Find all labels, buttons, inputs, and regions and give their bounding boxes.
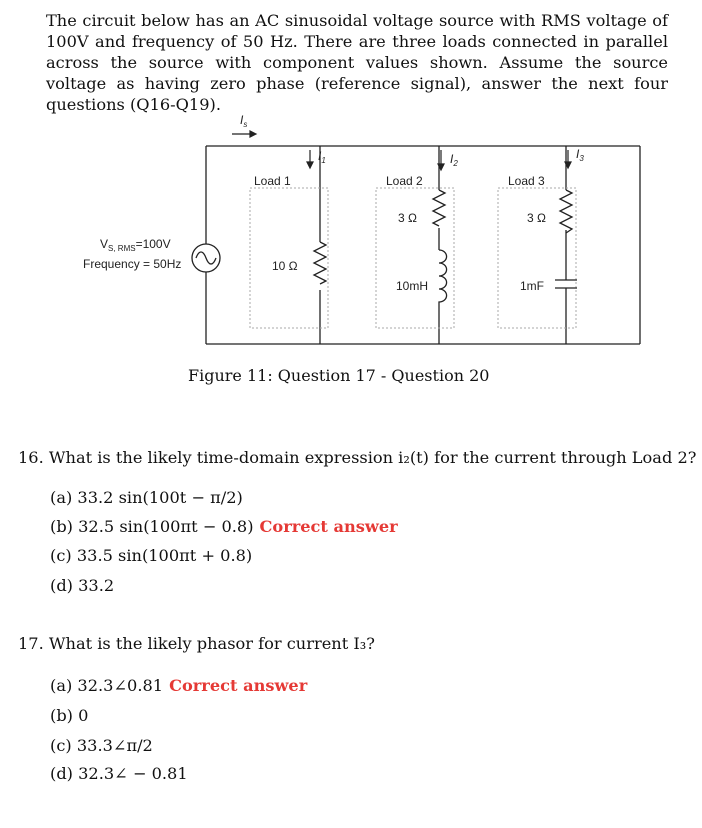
intro-paragraph: The circuit below has an AC sinusoidal voltage source with RMS voltage of 100V and frequency of 50 Hz. There are three loads connected in parallel across the source with component values shown. Assume the source voltage as having zero phase (reference signal), answer the next four questions (Q16-Q19).: [46, 11, 668, 114]
load2-inductor-icon: [439, 250, 447, 304]
load3-resistance: 3 Ω: [527, 211, 546, 225]
i3-label: $I_3$: [576, 147, 584, 163]
question-16: 16. What is the likely time-domain expression i₂(t) for the current through Load 2?: [18, 448, 697, 467]
q16-option-d: (d) 33.2: [50, 576, 115, 595]
q16-option-c: (c) 33.5 sin(100πt + 0.8): [50, 546, 253, 565]
load3-capacitor-icon: [555, 280, 577, 288]
load2-box: [376, 188, 454, 328]
load1-resistance: 10 Ω: [272, 259, 298, 273]
q16-option-b: (b) 32.5 sin(100πt − 0.8) Correct answer: [50, 517, 398, 536]
i1-arrow-icon: [307, 150, 313, 168]
source-frequency-label: Frequency = 50Hz: [83, 257, 182, 271]
load1-title: Load 1: [254, 174, 291, 188]
q16-option-a: (a) 33.2 sin(100t − π/2): [50, 488, 243, 507]
correct-answer-tag: Correct answer: [169, 676, 308, 695]
load3-capacitance: 1mF: [520, 279, 544, 293]
load2-inductance: 10mH: [396, 279, 429, 293]
question-17: 17. What is the likely phasor for current I₃?: [18, 634, 375, 653]
load2-resistor-icon: [433, 190, 445, 226]
q17-option-b: (b) 0: [50, 706, 89, 725]
load1-box: [250, 188, 328, 328]
correct-answer-tag: Correct answer: [259, 517, 398, 536]
load2-resistance: 3 Ω: [398, 211, 417, 225]
load1-resistor-icon: [314, 242, 326, 284]
q17-option-a: (a) 32.3∠0.81 Correct answer: [50, 676, 308, 695]
ac-source-icon: [192, 244, 220, 272]
is-arrow-icon: [232, 131, 256, 137]
load2-title: Load 2: [386, 174, 423, 188]
i1-label: $I_1$: [318, 149, 326, 165]
circuit-diagram: [0, 0, 702, 400]
q17-option-d: (d) 32.3∠ − 0.81: [50, 764, 188, 783]
is-label: $I_s$: [240, 113, 248, 129]
q17-option-c: (c) 33.3∠π/2: [50, 736, 153, 755]
source-voltage-label: $V_{S, RMS}=100V$: [100, 237, 171, 253]
load3-title: Load 3: [508, 174, 545, 188]
figure-caption: Figure 11: Question 17 - Question 20: [188, 366, 490, 385]
load3-resistor-icon: [560, 190, 572, 233]
i2-label: $I_2$: [450, 152, 458, 168]
